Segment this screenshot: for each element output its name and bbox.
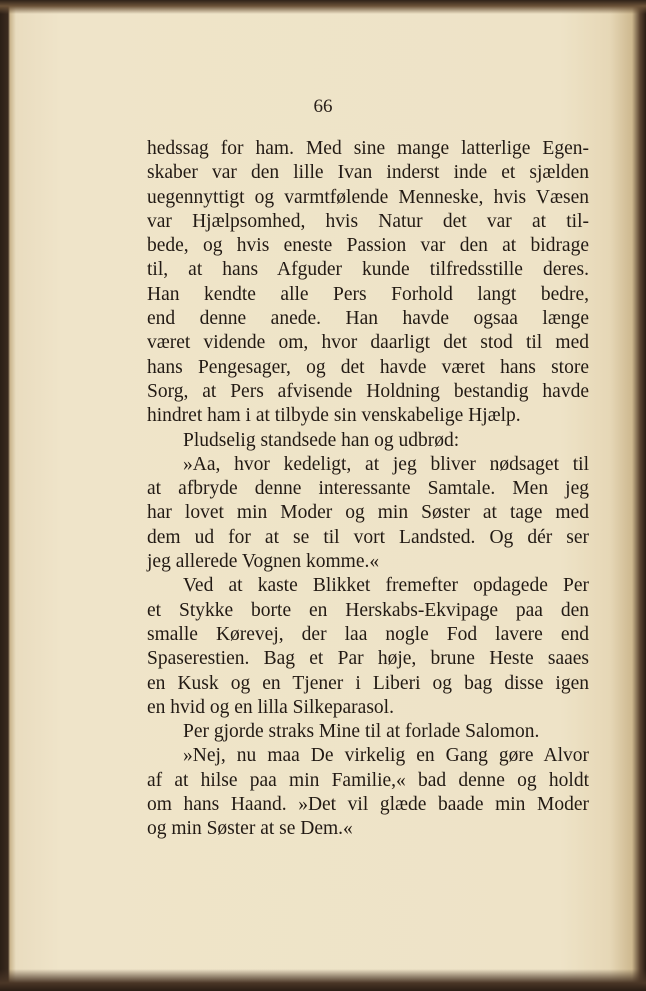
text-line: Sorg, at Pers afvisende Holdning bestandig havde (147, 380, 589, 402)
text-line: Pludselig standsede han og udbrød: (183, 429, 460, 451)
text-line: og min Søster at se Dem.« (147, 818, 353, 840)
text-line: til, at hans Afguder kunde tilfredsstille deres. (147, 259, 589, 281)
text-line: en hvid og en lilla Silkeparasol. (147, 696, 394, 718)
text-line: af at hilse paa min Familie,« bad denne og holdt (147, 769, 589, 791)
text-line: Spaserestien. Bag et Par høje, brune Heste saaes (147, 648, 589, 670)
text-line: var Hjælpsomhed, hvis Natur det var at til- (147, 210, 589, 232)
text-line: skaber var den lille Ivan inderst inde et sjælden (147, 162, 589, 184)
text-line: om hans Haand. »Det vil glæde baade min Moder (147, 794, 589, 816)
text-line: et Stykke borte en Herskabs-Ekvipage paa den (147, 599, 589, 621)
text-line: »Nej, nu maa De virkelig en Gang gøre Alvor (183, 745, 589, 767)
text-line: været vidende om, hvor daarligt det stod til med (147, 332, 589, 354)
text-line: Han kendte alle Pers Forhold langt bedre, (147, 283, 589, 305)
text-line: hans Pengesager, og det havde været hans store (147, 356, 589, 378)
page-bottom-edge (0, 969, 646, 991)
page-number: 66 (313, 96, 333, 117)
text-line: Ved at kaste Blikket fremefter opdagede Per (183, 575, 589, 597)
text-line: en Kusk og en Tjener i Liberi og bag disse igen (147, 672, 589, 694)
body-text (147, 137, 589, 842)
text-line: »Aa, hvor kedeligt, at jeg bliver nødsaget til (183, 453, 589, 475)
text-line: smalle Kørevej, der laa nogle Fod lavere end (147, 623, 589, 645)
text-line: Per gjorde straks Mine til at forlade Salomon. (183, 721, 540, 743)
text-line: dem ud for at se til vort Landsted. Og dér ser (147, 526, 589, 548)
text-line: at afbryde denne interessante Samtale. Men jeg (147, 478, 589, 500)
text-line: bede, og hvis eneste Passion var den at bidrage (147, 235, 589, 257)
page-top-edge (0, 0, 646, 14)
text-line: uegennyttigt og varmtfølende Menneske, hvis Væsen (147, 186, 589, 208)
text-line: hindret ham i at tilbyde sin venskabelige Hjælp. (147, 405, 521, 427)
text-line: jeg allerede Vognen komme.« (147, 551, 380, 573)
text-line: har lovet min Moder og min Søster at tage med (147, 502, 589, 524)
text-line: hedssag for ham. Med sine mange latterlige Egen- (147, 138, 589, 159)
text-line: end denne anede. Han havde ogsaa længe (147, 308, 589, 330)
